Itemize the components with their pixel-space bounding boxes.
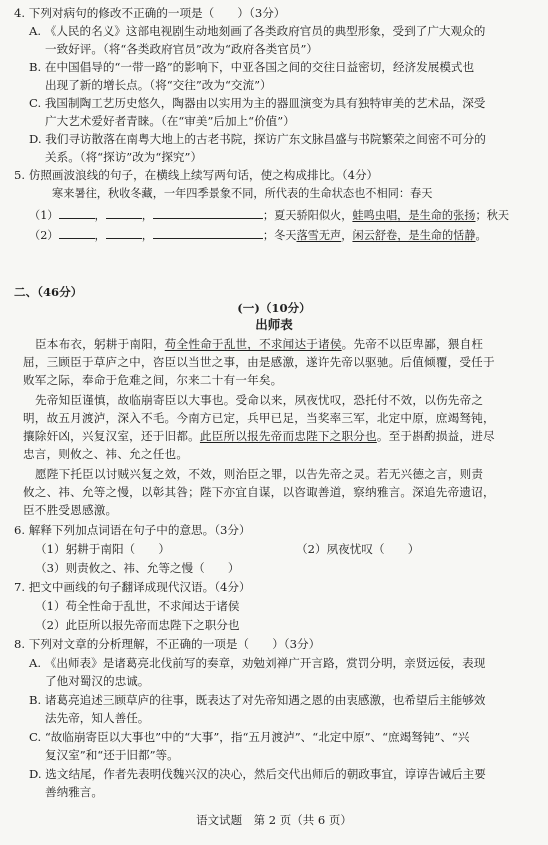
q8-option-d-line2: 善纳雅言。 (45, 785, 103, 799)
essay-underlined-sentence-2: 此臣所以报先帝而忠陛下之职分也 (199, 429, 377, 443)
section-two-heading: 二、（46分） (14, 285, 83, 299)
q4-option-c-line2: 广大艺术爱好者青睐。（在“审美”后加上“价值”） (45, 114, 295, 128)
q5-line1-text-a: ；夏天骄阳似火， (262, 209, 353, 222)
essay-p3-line3: 臣不胜受恩感激。 (23, 503, 118, 517)
q4-option-c-line1: C. 我国制陶工艺历史悠久，陶器由以实用为主的器皿演变为具有独特审美的艺术品，深受 (29, 96, 486, 110)
q5-blank-1b[interactable] (106, 207, 142, 219)
q4-option-b-line2: 出现了新的增长点。（将“交往”改为“交流”） (45, 78, 272, 92)
q8-option-a-line1: A. 《出师表》是诸葛亮北伐前写的奏章，劝勉刘禅广开言路，赏罚分明，亲贤远佞，表现 (29, 656, 486, 670)
q5-line1: （1） ， ， ；夏天骄阳似火，蛙鸣虫唱，是生命的张扬；秋天 (29, 209, 510, 222)
essay-p1-line2: 屈，三顾臣于草庐之中，咨臣以当世之事，由是感激，遂许先帝以驱驰。后值倾覆，受任于 (23, 355, 495, 369)
q4-option-d-line1: D. 我们寻访散落在南粤大地上的古老书院，探访广东文脉昌盛与书院繁荣之间密不可分的 (29, 132, 486, 146)
q4-option-b-line1: B. 在中国倡导的“一带一路”的影响下，中亚各国之间的交往日益密切，经济发展模式也 (29, 60, 475, 74)
essay-p2-line1: 先帝知臣谨慎，故临崩寄臣以大事也。受命以来，夙夜忧叹，恐托付不效，以伤先帝之 (35, 393, 484, 407)
q8-option-b-line1: B. 诸葛亮追述三顾草庐的往事，既表达了对先帝知遇之恩的由衷感激，也希望后主能够效 (29, 693, 486, 707)
q7-stem: 7. 把文中画线的句子翻译成现代汉语。（4分） (14, 580, 251, 594)
q5-blank-2b[interactable] (106, 227, 142, 239)
essay-title: 出师表 (255, 317, 293, 332)
essay-text: 。先帝不以臣卑鄙，猥自枉 (341, 337, 484, 351)
essay-p1-line1 (35, 337, 483, 351)
essay-text: 臣本布衣，躬耕于南阳， (35, 337, 165, 351)
q5-line2-text-e: 。 (475, 229, 487, 242)
q7-item-1: （1）苟全性命于乱世，不求闻达于诸侯 (35, 599, 240, 613)
q6-item-2: （2）夙夜忧叹（ ） (296, 542, 420, 556)
q4-option-d-line2: 关系。（将“探访”改为“探究”） (45, 150, 203, 164)
q5-blank-2a[interactable] (59, 227, 95, 239)
q5-line1-wavy: 蛙鸣虫唱，是生命的张扬 (352, 209, 476, 222)
q5-blank-2c[interactable] (153, 227, 263, 239)
q5-blank-1a[interactable] (59, 207, 95, 219)
essay-text: 攘除奸凶，兴复汉室，还于旧都。 (23, 429, 200, 443)
q8-option-c-line1: C. “故临崩寄臣以大事也”中的“大事”，指“五月渡泸”、“北定中原”、“庶竭驽钝”、“兴 (29, 730, 470, 744)
q5-line2-text-a: ；冬天 (262, 229, 297, 242)
q5-line2: （2） ， ， ；冬天落雪无声，闲云舒卷，是生命的恬静。 (29, 229, 487, 242)
q8-stem: 8. 下列对文章的分析理解，不正确的一项是（ ）（3分） (14, 637, 321, 651)
essay-p2-line3 (23, 429, 495, 443)
q6-item-3: （3）则责攸之、祎、允等之慢（ ） (35, 561, 240, 575)
page-footer: 语文试题 第 2 页（共 6 页） (196, 813, 352, 827)
essay-p3-line2: 攸之、祎、允等之慢，以彰其咎；陛下亦宜自谋，以咨诹善道，察纳雅言。深追先帝遗诏， (23, 485, 495, 499)
q5-line1-text-c: ；秋天 (475, 209, 510, 222)
q6-stem: 6. 解释下列加点词语在句子中的意思。（3分） (14, 523, 251, 537)
q5-line1-num: （1） (29, 209, 59, 222)
q4-option-a-line1: A. 《人民的名义》这部电视剧生动地刻画了各类政府官员的典型形象，受到了广大观众的 (29, 24, 486, 38)
essay-p3-line1: 愿陛下托臣以讨贼兴复之效，不效，则治臣之罪，以告先帝之灵。若无兴德之言，则责 (35, 467, 484, 481)
subsection-one-heading: (一)（10分） (237, 301, 311, 315)
q5-line2-wavy-b: 闲云舒卷，是生命的恬静 (352, 229, 476, 242)
q8-option-c-line2: 复汉室”和“还于旧都”等。 (45, 748, 179, 762)
q6-item-1: （1）躬耕于南阳（ ） (35, 542, 170, 556)
q5-intro: 寒来暑往，秋收冬藏，一年四季景象不同，所代表的生命状态也不相同：春天 (52, 187, 433, 200)
q5-stem: 5. 仿照画波浪线的句子，在横线上续写两句话，使之构成排比。（4分） (14, 168, 379, 182)
essay-p2-line4: 忠言，则攸之、祎、允之任也。 (23, 447, 189, 461)
q8-option-a-line2: 了他对蜀汉的忠诚。 (45, 674, 150, 688)
q5-line2-wavy-a: 落雪无声 (296, 229, 342, 242)
q4-stem: 4. 下列对病句的修改不正确的一项是（ ）（3分） (14, 6, 286, 20)
q7-item-2: （2）此臣所以报先帝而忠陛下之职分也 (35, 618, 240, 632)
q5-line2-num: （2） (29, 229, 59, 242)
q5-line2-text-c: ， (341, 229, 353, 242)
q5-blank-1c[interactable] (153, 207, 263, 219)
q8-option-b-line2: 法先帝，知人善任。 (45, 711, 150, 725)
essay-p1-line3: 败军之际，奉命于危难之间，尔来二十有一年矣。 (23, 373, 283, 387)
essay-text: 。至于斟酌损益，进尽 (376, 429, 495, 443)
essay-underlined-sentence-1: 苟全性命于乱世，不求闻达于诸侯 (164, 337, 342, 351)
essay-p2-line2: 明，故五月渡泸，深入不毛。今南方已定，兵甲已足，当奖率三军，北定中原，庶竭驽钝， (23, 411, 495, 425)
q8-option-d-line1: D. 选文结尾，作者先表明伐魏兴汉的决心，然后交代出师后的朝政事宜，谆谆告诫后主要 (29, 767, 486, 781)
q4-option-a-line2: 一致好评。（将“各类政府官员”改为“政府各类官员”） (45, 42, 318, 56)
